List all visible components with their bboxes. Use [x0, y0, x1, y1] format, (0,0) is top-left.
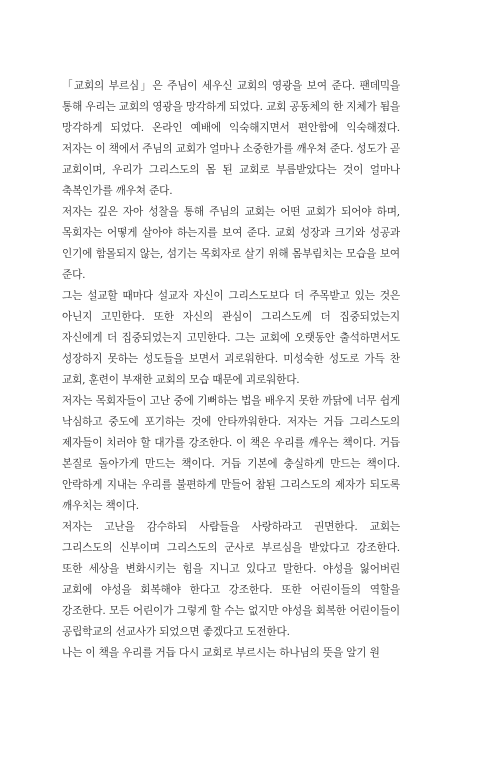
book-page-body	[62, 76, 400, 664]
paragraph-4: 저자는 목회자들이 고난 중에 기뻐하는 법을 배우지 못한 까닭에 너무 쉽게 낙심하고 중도에 포기하는 것에 안타까워한다. 저자는 거듭 그리스도의 제자들이 치러야 할 대가를 강조한다. 이 책은 우리를 깨우는 책이다. 거듭 본질로 돌아가게 만드는 책이다. 거듭 기본에 충실하게 만드는 책이다. 안락하게 지내는 우리를 불편하게 만들어 참된 그리스도의 제자가 되도록 깨우치는 책이다.	[62, 395, 400, 512]
paragraph-3: 그는 설교할 때마다 설교자 자신이 그리스도보다 더 주목받고 있는 것은 아닌지 고민한다. 또한 자신의 관심이 그리스도께 더 집중되었는지 자신에게 더 집중되었는지 고민한다. 그는 교회에 오랫동안 출석하면서도 성장하지 못하는 성도들을 보면서 괴로워한다. 미성숙한 성도로 가득 찬 교회, 훈련이 부재한 교회의 모습 때문에 괴로워한다.	[62, 290, 400, 386]
paragraph-5: 저자는 고난을 감수하되 사람들을 사랑하라고 권면한다. 교회는 그리스도의 신부이며 그리스도의 군사로 부르심을 받았다고 강조한다. 또한 세상을 변화시키는 힘을 지니고 있다고 말한다. 야성을 잃어버린 교회에 야성을 회복해야 한다고 강조한다. 또한 어린이들의 역할을 강조한다. 모든 어린이가 그렇게 할 수는 없지만 야성을 회복한 어린이들이 공립학교의 선교사가 되었으면 좋겠다고 도전한다.	[62, 521, 400, 638]
paragraph-2: 저자는 깊은 자아 성찰을 통해 주님의 교회는 어떤 교회가 되어야 하며, 목회자는 어떻게 살아야 하는지를 보여 준다. 교회 성장과 크기와 성공과 인기에 함몰되지 않는, 섬기는 목회자로 살기 위해 몸부림치는 모습을 보여 준다.	[62, 206, 400, 281]
paragraph-1: 「교회의 부르심」은 주님이 세우신 교회의 영광을 보여 준다. 팬데믹을 통해 우리는 교회의 영광을 망각하게 되었다. 교회 공동체의 한 지체가 됨을 망각하게 되었다. 온라인 예배에 익숙해지면서 편안함에 익숙해졌다. 저자는 이 책에서 주님의 교회가 얼마나 소중한가를 깨우쳐 준다. 성도가 곧 교회이며, 우리가 그리스도의 몸 된 교회로 부름받았다는 것이 얼마나 축복인가를 깨우쳐 준다.	[62, 80, 400, 197]
paragraph-6: 나는 이 책을 우리를 거듭 다시 교회로 부르시는 하나님의 뜻을 알기 원	[62, 647, 380, 659]
